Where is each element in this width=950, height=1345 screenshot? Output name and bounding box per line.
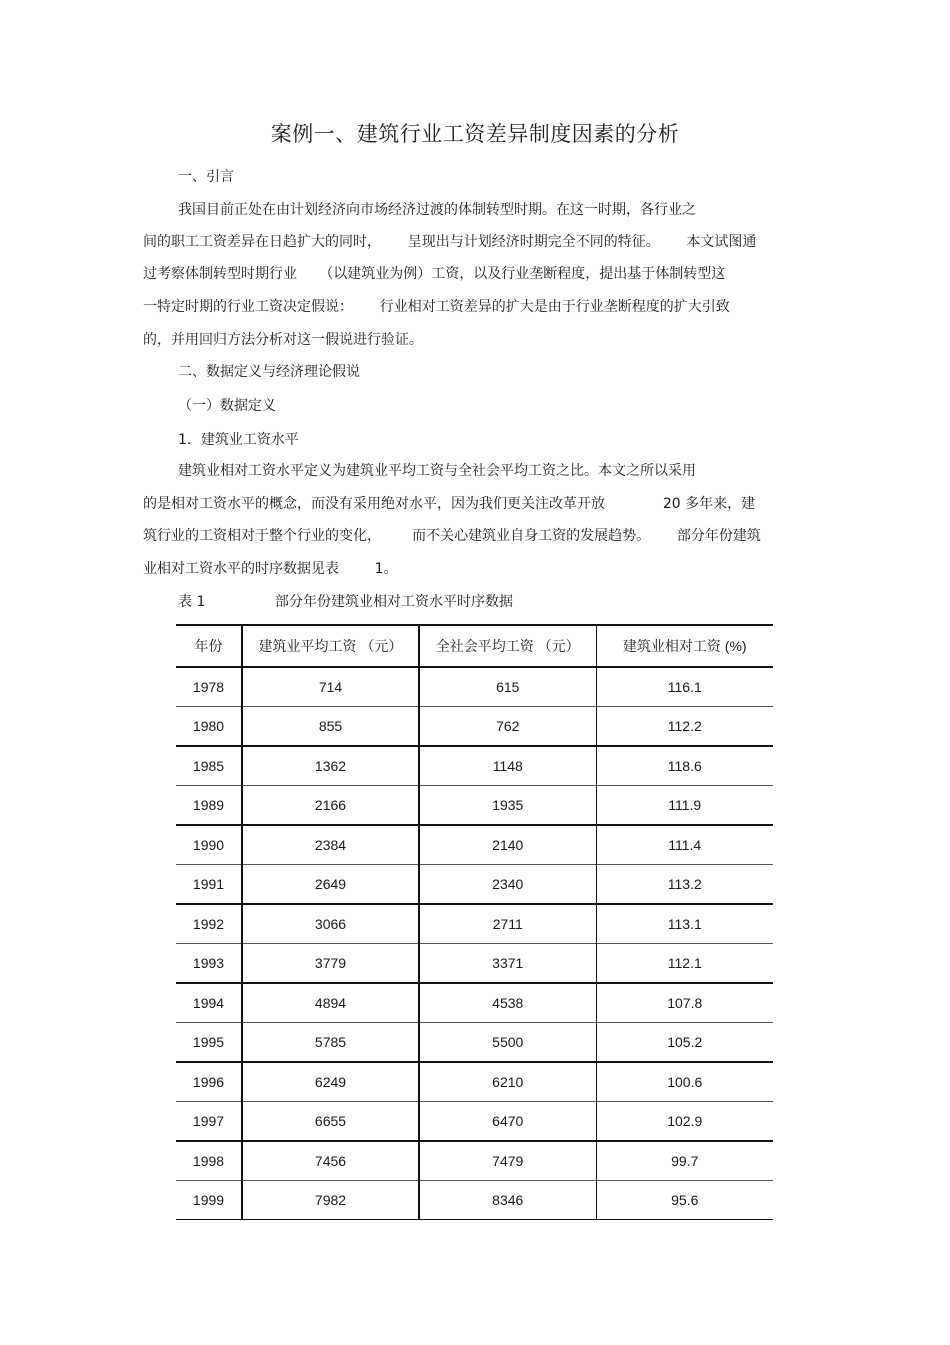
table-row	[176, 944, 773, 984]
paragraph-line: 筑行业的工资相对于整个行业的变化， 而不关心建筑业自身工资的发展趋势。 部分年份建筑	[143, 528, 761, 544]
cell-society-wage: 6470	[419, 1102, 596, 1142]
wage-table	[176, 624, 773, 1220]
item-heading: 1．建筑业工资水平	[178, 432, 299, 448]
table-caption-text: 部分年份建筑业相对工资水平时序数据	[275, 594, 513, 610]
table-row	[176, 707, 773, 747]
subsection-heading: （一）数据定义	[178, 398, 276, 414]
document-title: 案例一、建筑行业工资差异制度因素的分析	[270, 122, 680, 146]
cell-year: 1992	[176, 904, 242, 944]
cell-year: 1978	[176, 667, 242, 707]
cell-relative-wage: 113.2	[667, 876, 702, 892]
table-row	[176, 1102, 773, 1142]
section-heading-data: 二、数据定义与经济理论假说	[178, 364, 360, 380]
header-relative-wage: 建筑业相对工资 (%)	[622, 638, 747, 654]
cell-society-wage: 2340	[419, 865, 596, 905]
cell-relative-wage: 112.1	[667, 955, 702, 971]
cell-relative-wage: 112.2	[667, 718, 702, 734]
paragraph-line: 的是相对工资水平的概念，而没有采用绝对水平，因为我们更关注改革开放 20 多年来，建	[143, 496, 756, 512]
table-row	[176, 746, 773, 786]
cell-year: 1997	[176, 1102, 242, 1142]
cell-relative-wage: 99.7	[671, 1153, 699, 1169]
table-row	[176, 1141, 773, 1181]
paragraph-line: 一特定时期的行业工资决定假说： 行业相对工资差异的扩大是由于行业垄断程度的扩大引致	[143, 299, 730, 315]
table-caption-label: 表 1	[178, 594, 206, 610]
table-row	[176, 904, 773, 944]
table-row	[176, 983, 773, 1023]
cell-construction-wage: 2649	[242, 865, 419, 905]
cell-construction-wage: 4894	[242, 983, 419, 1023]
cell-society-wage: 2140	[419, 825, 596, 865]
cell-society-wage: 6210	[419, 1062, 596, 1102]
cell-construction-wage: 2166	[242, 786, 419, 826]
paragraph-line: 间的职工工资差异在日趋扩大的同时， 呈现出与计划经济时期完全不同的特征。 本文试图通	[143, 234, 757, 250]
cell-relative-wage: 95.6	[671, 1192, 699, 1208]
table-row	[176, 1181, 773, 1220]
cell-relative-wage: 102.9	[667, 1113, 703, 1129]
cell-society-wage: 2711	[419, 904, 596, 944]
cell-society-wage: 3371	[419, 944, 596, 984]
cell-year: 1990	[176, 825, 242, 865]
cell-year: 1991	[176, 865, 242, 905]
cell-society-wage: 4538	[419, 983, 596, 1023]
cell-society-wage: 762	[419, 707, 596, 747]
table-header-row	[176, 625, 773, 667]
cell-relative-wage: 111.4	[668, 837, 702, 853]
cell-construction-wage: 7456	[242, 1141, 419, 1181]
header-society-wage: 全社会平均工资 （元）	[419, 625, 596, 667]
cell-relative-wage: 111.9	[668, 797, 702, 813]
cell-construction-wage: 3779	[242, 944, 419, 984]
cell-society-wage: 1148	[419, 746, 596, 786]
cell-construction-wage: 1362	[242, 746, 419, 786]
cell-relative-wage: 105.2	[667, 1034, 703, 1050]
header-construction-wage: 建筑业平均工资 （元）	[242, 625, 419, 667]
cell-construction-wage: 7982	[242, 1181, 419, 1220]
table-row	[176, 1062, 773, 1102]
paragraph-line: 建筑业相对工资水平定义为建筑业平均工资与全社会平均工资之比。本文之所以采用	[178, 463, 696, 479]
paragraph-line: 我国目前正处在由计划经济向市场经济过渡的体制转型时期。在这一时期，各行业之	[178, 202, 696, 218]
header-year: 年份	[176, 625, 242, 667]
cell-year: 1996	[176, 1062, 242, 1102]
cell-construction-wage: 855	[242, 707, 419, 747]
cell-year: 1999	[176, 1181, 242, 1220]
table-row	[176, 667, 773, 707]
cell-relative-wage: 100.6	[667, 1074, 703, 1090]
cell-construction-wage: 3066	[242, 904, 419, 944]
table-row	[176, 786, 773, 826]
table-row	[176, 1023, 773, 1063]
cell-society-wage: 7479	[419, 1141, 596, 1181]
cell-construction-wage: 6249	[242, 1062, 419, 1102]
paragraph-line: 业相对工资水平的时序数据见表 1。	[143, 561, 398, 577]
cell-construction-wage: 5785	[242, 1023, 419, 1063]
cell-society-wage: 5500	[419, 1023, 596, 1063]
table-row	[176, 825, 773, 865]
cell-year: 1989	[176, 786, 242, 826]
cell-relative-wage: 116.1	[667, 679, 702, 695]
cell-society-wage: 615	[419, 667, 596, 707]
table-row	[176, 865, 773, 905]
cell-construction-wage: 714	[242, 667, 419, 707]
cell-year: 1993	[176, 944, 242, 984]
cell-relative-wage: 118.6	[667, 758, 702, 774]
cell-year: 1985	[176, 746, 242, 786]
cell-society-wage: 1935	[419, 786, 596, 826]
paragraph-line: 的，并用回归方法分析对这一假说进行验证。	[143, 332, 423, 348]
paragraph-line: 过考察体制转型时期行业 （以建筑业为例）工资，以及行业垄断程度，提出基于体制转型这	[143, 266, 726, 282]
cell-year: 1998	[176, 1141, 242, 1181]
cell-year: 1994	[176, 983, 242, 1023]
cell-construction-wage: 2384	[242, 825, 419, 865]
cell-construction-wage: 6655	[242, 1102, 419, 1142]
cell-year: 1995	[176, 1023, 242, 1063]
cell-relative-wage: 107.8	[667, 995, 703, 1011]
cell-year: 1980	[176, 707, 242, 747]
section-heading-intro: 一、引言	[178, 169, 234, 185]
cell-society-wage: 8346	[419, 1181, 596, 1220]
cell-relative-wage: 113.1	[667, 916, 702, 932]
